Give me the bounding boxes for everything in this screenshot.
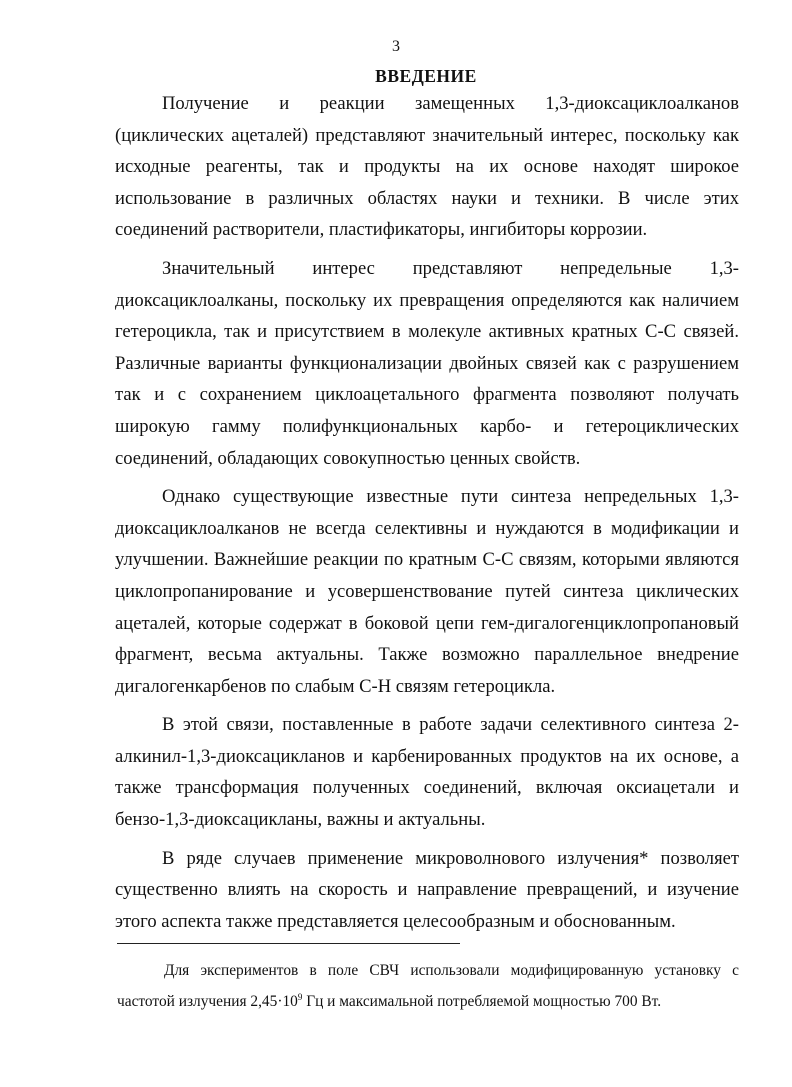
- footnote-exponent: 9: [297, 991, 303, 1002]
- section-heading: ВВЕДЕНИЕ: [375, 66, 477, 86]
- page-number: 3: [392, 38, 400, 55]
- paragraph-3: Однако существующие известные пути синтеза непредельных 1,3-диоксациклоалканов не всегда селективны и нуждаются в модификации и улучшении. Важнейшие реакции по кратным С-С связям, которыми являются циклопропанирование и усовершенствование путей синтеза циклических ацеталей, которые содержат в боковой цепи гем-дигалогенциклопропановый фрагмент, весьма актуальны. Также возможно параллельное внедрение дигалогенкарбенов по слабым С-Н связям гетероцикла.: [115, 486, 739, 697]
- footnote-text-end: Гц и максимальной потребляемой мощностью 700 Вт.: [302, 993, 662, 1010]
- footnote-divider: [117, 943, 460, 944]
- paragraph-2: Значительный интерес представляют непредельные 1,3-диоксациклоалканы, поскольку их превращения определяются как наличием гетероцикла, так и присутствием в молекуле активных кратных С-С связей. Различные варианты функционализации двойных связей как с разрушением так и с сохранением циклоацетального фрагмента позволяют получать широкую гамму полифункциональных карбо- и гетероциклических соединений, обладающих совокупностью ценных свойств.: [115, 257, 739, 469]
- footnote: [117, 955, 739, 1017]
- paragraph-4: В этой связи, поставленные в работе задачи селективного синтеза 2-алкинил-1,3-диоксацикланов и карбенированных продуктов на их основе, а также трансформация полученных соединений, включая оксиацетали и бензо-1,3-диоксацикланы, важны и актуальны.: [115, 714, 739, 831]
- paragraph-5: В ряде случаев применение микроволнового излучения* позволяет существенно влиять на скорость и направление превращений, и изучение этого аспекта также представляется целесообразным и обоснованным.: [115, 847, 739, 932]
- body-text: [115, 88, 739, 937]
- paragraph-1: Получение и реакции замещенных 1,3-диоксациклоалканов (циклических ацеталей) представляют значительный интерес, поскольку как исходные реагенты, так и продукты на их основе находят широкое использование в различных областях науки и техники. В числе этих соединений растворители, пластификаторы, ингибиторы коррозии.: [115, 93, 739, 241]
- footnote-text-start: Для экспериментов в поле СВЧ использовали модифицированную установку с частотой излучения 2,45·10: [117, 962, 739, 1010]
